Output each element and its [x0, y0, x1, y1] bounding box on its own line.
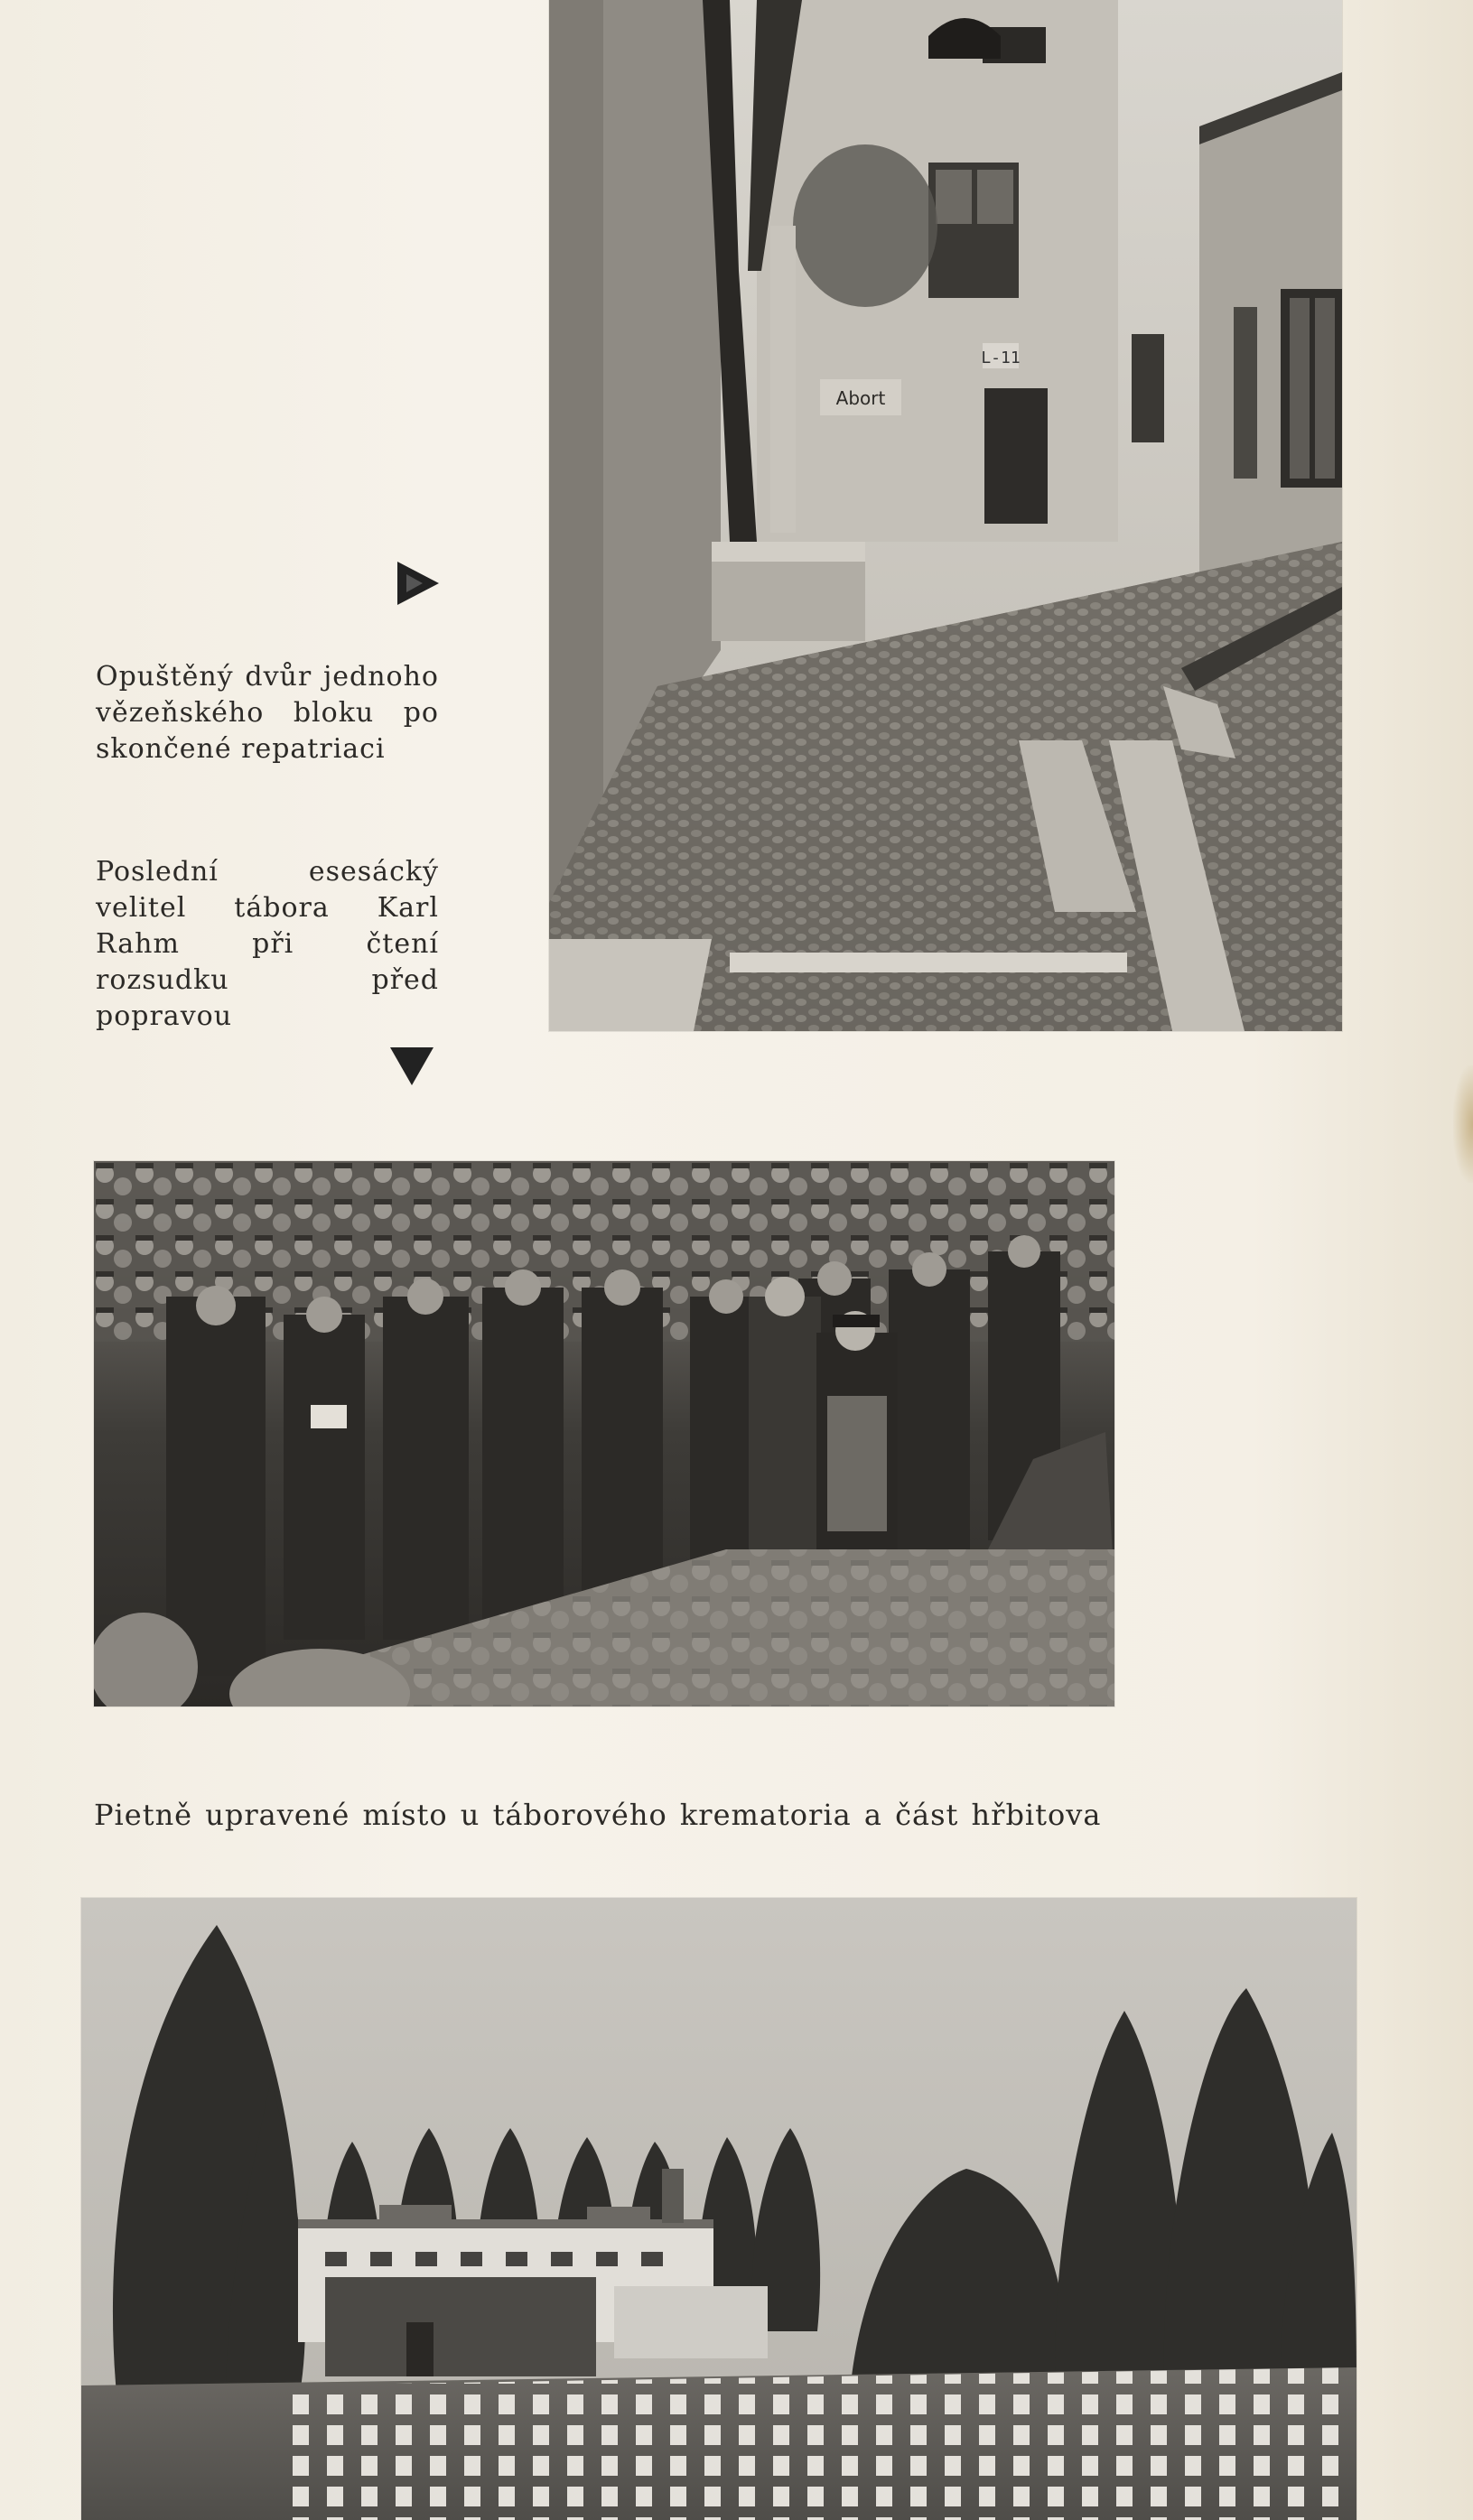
triangle-right-icon [397, 562, 439, 605]
courtyard-photo [549, 0, 1342, 1031]
courtyard-sign-text: L-11 [981, 349, 1021, 367]
commandant-caption: Poslední esesácký velitel tábora Karl Rahm při čtení rozsudku před popravou [96, 856, 439, 1032]
crematorium-caption: Pietně upravené místo u táborového krematoria a část hřbitova [94, 1798, 1102, 1832]
crematorium-photo [81, 1898, 1356, 2520]
page-edge-stain [1453, 1065, 1473, 1183]
commandant-photo [94, 1161, 1114, 1706]
triangle-down-icon [390, 1047, 434, 1085]
courtyard-sign-text-2: Abort [835, 387, 886, 409]
courtyard-caption: Opuštěný dvůr jednoho vězeňského bloku po skončené repatriaci [96, 661, 439, 765]
